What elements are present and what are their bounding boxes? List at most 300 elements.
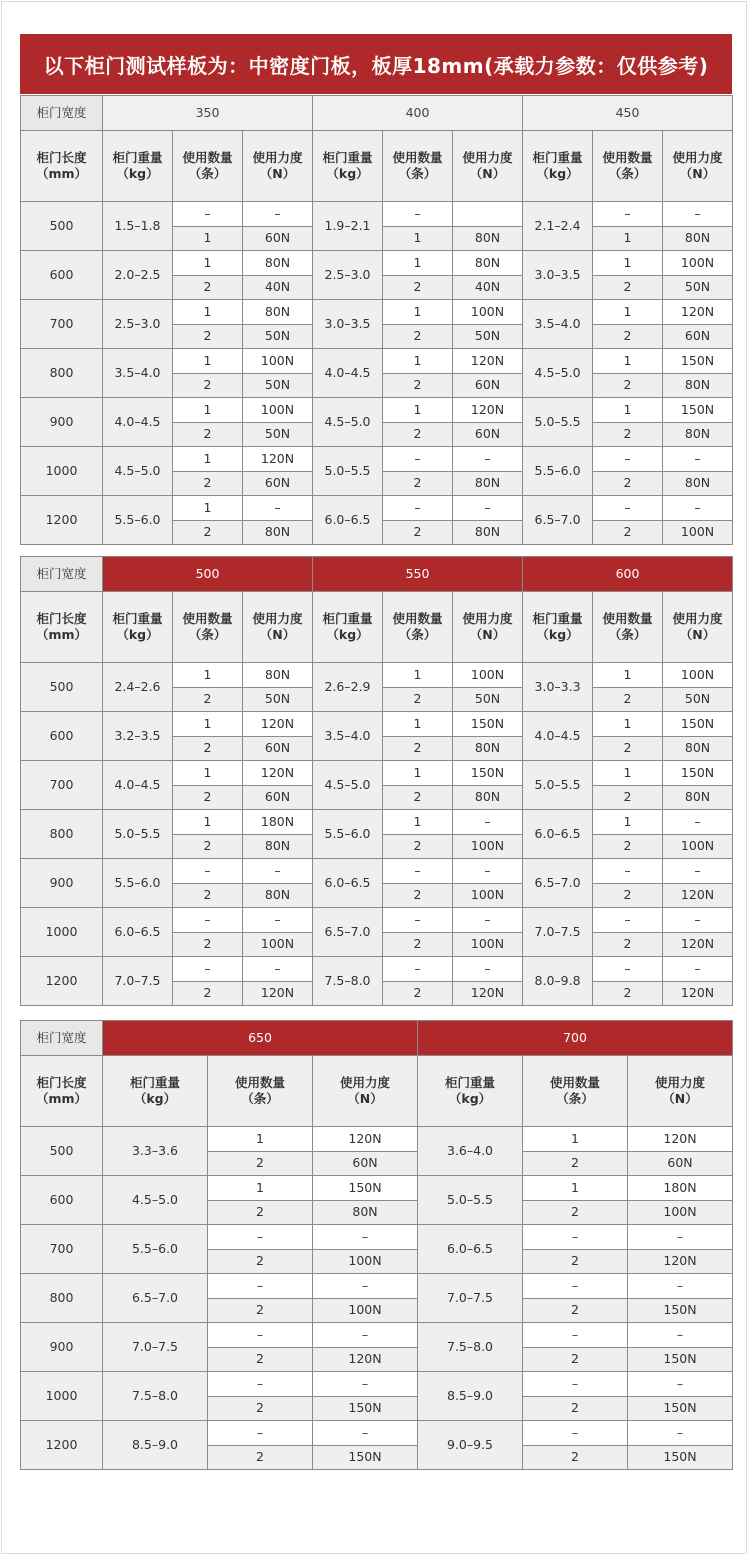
quantity-header	[523, 1056, 628, 1127]
force-header	[243, 131, 313, 202]
quantity-cell: –	[523, 1421, 628, 1446]
force-cell: 60N	[313, 1151, 418, 1176]
quantity-cell: –	[173, 908, 243, 933]
quantity-cell: –	[383, 496, 453, 521]
weight-cell: 9.0–9.5	[418, 1421, 523, 1470]
width-value-1: 700	[418, 1021, 733, 1056]
weight-cell: 4.5–5.0	[103, 447, 173, 496]
force-cell: –	[243, 496, 313, 521]
width-value-1: 550	[313, 557, 523, 592]
quantity-cell: 1	[173, 810, 243, 835]
weight-cell: 6.0–6.5	[523, 810, 593, 859]
force-cell: 60N	[243, 471, 313, 496]
quantity-cell: 1	[173, 663, 243, 688]
force-cell: 50N	[453, 324, 523, 349]
force-cell: 100N	[453, 300, 523, 325]
weight-cell: 5.5–6.0	[103, 859, 173, 908]
weight-cell: 4.0–4.5	[313, 349, 383, 398]
length-cell: 600	[21, 251, 103, 300]
force-cell: –	[663, 908, 733, 933]
quantity-header-line2: （条）	[188, 627, 227, 642]
quantity-cell: 2	[173, 471, 243, 496]
width-value-1: 400	[313, 96, 523, 131]
force-cell: –	[243, 908, 313, 933]
force-header	[313, 1056, 418, 1127]
quantity-header	[208, 1056, 313, 1127]
force-header-line1: 使用力度	[462, 150, 513, 166]
quantity-cell: 1	[173, 712, 243, 737]
page-title: 以下柜门测试样板为：中密度门板，板厚18mm(承载力参数：仅供参考)	[20, 34, 732, 94]
force-cell: –	[453, 908, 523, 933]
force-cell: 100N	[243, 349, 313, 374]
force-cell: 150N	[313, 1176, 418, 1201]
force-cell: –	[628, 1274, 733, 1299]
quantity-cell: –	[523, 1274, 628, 1299]
force-cell: 60N	[243, 785, 313, 810]
force-cell: 80N	[663, 373, 733, 398]
quantity-cell: 1	[383, 712, 453, 737]
table-row	[21, 398, 733, 423]
quantity-cell: 2	[383, 883, 453, 908]
weight-header-line2: （kg）	[133, 1091, 177, 1106]
weight-header-line2: （kg）	[448, 1091, 492, 1106]
weight-cell: 3.0–3.3	[523, 663, 593, 712]
quantity-cell: –	[173, 202, 243, 227]
quantity-header-line1: 使用数量	[182, 611, 233, 627]
length-header	[21, 131, 103, 202]
force-header-line2: （N）	[259, 627, 296, 642]
quantity-header-line2: （条）	[241, 1091, 279, 1106]
force-cell: 100N	[453, 883, 523, 908]
force-cell: –	[243, 957, 313, 982]
quantity-cell: –	[208, 1421, 313, 1446]
force-cell: 150N	[453, 712, 523, 737]
quantity-cell: 2	[593, 275, 663, 300]
table-row	[21, 957, 733, 982]
force-cell: 120N	[313, 1127, 418, 1152]
force-cell: 120N	[663, 300, 733, 325]
length-cell: 800	[21, 1274, 103, 1323]
force-cell: 80N	[663, 422, 733, 447]
force-cell: 50N	[243, 422, 313, 447]
force-cell: 60N	[243, 226, 313, 251]
quantity-cell: 1	[593, 761, 663, 786]
weight-cell: 6.0–6.5	[313, 496, 383, 545]
length-cell: 600	[21, 1176, 103, 1225]
weight-cell: 7.5–8.0	[103, 1372, 208, 1421]
quantity-cell: 2	[173, 834, 243, 859]
force-cell: –	[453, 859, 523, 884]
quantity-cell: 2	[383, 736, 453, 761]
force-cell: 50N	[663, 687, 733, 712]
quantity-cell: 2	[173, 932, 243, 957]
force-cell: –	[453, 810, 523, 835]
force-cell: 40N	[453, 275, 523, 300]
force-cell: 60N	[628, 1151, 733, 1176]
length-header-line2: （mm）	[35, 166, 88, 181]
weight-cell: 5.5–6.0	[313, 810, 383, 859]
quantity-cell: 1	[593, 810, 663, 835]
force-cell: 150N	[313, 1396, 418, 1421]
quantity-cell: 2	[593, 883, 663, 908]
width-header-row	[21, 96, 733, 131]
length-cell: 800	[21, 810, 103, 859]
force-cell: 80N	[243, 663, 313, 688]
quantity-cell: 2	[593, 785, 663, 810]
quantity-cell: 2	[208, 1200, 313, 1225]
weight-cell: 8.0–9.8	[523, 957, 593, 1006]
force-cell: 120N	[243, 761, 313, 786]
weight-cell: 6.0–6.5	[418, 1225, 523, 1274]
weight-cell: 6.0–6.5	[313, 859, 383, 908]
table-row	[21, 251, 733, 276]
force-cell: 80N	[313, 1200, 418, 1225]
force-cell: 120N	[663, 932, 733, 957]
weight-cell: 3.0–3.5	[523, 251, 593, 300]
length-cell: 500	[21, 663, 103, 712]
force-cell: 80N	[663, 736, 733, 761]
length-cell: 1200	[21, 957, 103, 1006]
force-header-line2: （N）	[347, 1091, 383, 1106]
quantity-cell: 2	[208, 1445, 313, 1470]
quantity-cell: 2	[593, 422, 663, 447]
force-cell: 50N	[453, 687, 523, 712]
quantity-cell: –	[593, 496, 663, 521]
quantity-cell: 2	[383, 981, 453, 1006]
weight-cell: 4.0–4.5	[103, 398, 173, 447]
weight-cell: 1.5–1.8	[103, 202, 173, 251]
force-cell: –	[663, 957, 733, 982]
load-table-1	[20, 95, 733, 545]
force-cell: –	[313, 1421, 418, 1446]
weight-header-line2: （kg）	[116, 627, 159, 642]
quantity-cell: –	[523, 1372, 628, 1397]
force-cell: 120N	[628, 1249, 733, 1274]
quantity-cell: 2	[208, 1298, 313, 1323]
quantity-cell: 2	[383, 324, 453, 349]
quantity-cell: 2	[173, 275, 243, 300]
length-cell: 1000	[21, 1372, 103, 1421]
weight-cell: 5.0–5.5	[103, 810, 173, 859]
weight-header	[418, 1056, 523, 1127]
weight-cell: 4.0–4.5	[523, 712, 593, 761]
width-header-row	[21, 557, 733, 592]
quantity-header-line2: （条）	[608, 627, 647, 642]
weight-cell: 8.5–9.0	[418, 1372, 523, 1421]
quantity-cell: 1	[593, 251, 663, 276]
table-row	[21, 496, 733, 521]
length-header-line2: （mm）	[35, 1091, 88, 1106]
length-cell: 900	[21, 1323, 103, 1372]
weight-cell: 5.0–5.5	[523, 761, 593, 810]
weight-cell: 3.2–3.5	[103, 712, 173, 761]
quantity-cell: 2	[523, 1347, 628, 1372]
weight-cell: 5.5–6.0	[103, 1225, 208, 1274]
quantity-cell: 2	[593, 520, 663, 545]
force-cell: 120N	[453, 981, 523, 1006]
force-header-line1: 使用力度	[672, 611, 723, 627]
force-cell: –	[453, 447, 523, 472]
quantity-cell: 1	[383, 663, 453, 688]
weight-header-line1: 柜门重量	[532, 611, 583, 627]
width-label: 柜门宽度	[21, 1021, 103, 1056]
length-cell: 1200	[21, 496, 103, 545]
weight-header	[313, 592, 383, 663]
table-row	[21, 859, 733, 884]
quantity-cell: –	[208, 1323, 313, 1348]
weight-header	[523, 131, 593, 202]
quantity-cell: 1	[208, 1176, 313, 1201]
quantity-cell: 2	[523, 1151, 628, 1176]
quantity-cell: –	[208, 1274, 313, 1299]
quantity-cell: 2	[523, 1396, 628, 1421]
force-cell: 50N	[243, 373, 313, 398]
table-row	[21, 1176, 733, 1201]
quantity-cell: 2	[208, 1249, 313, 1274]
force-header	[663, 131, 733, 202]
quantity-cell: 1	[593, 398, 663, 423]
force-cell: 120N	[663, 883, 733, 908]
force-cell: 80N	[453, 736, 523, 761]
force-header-line1: 使用力度	[655, 1075, 706, 1091]
weight-cell: 6.5–7.0	[523, 496, 593, 545]
weight-header-line1: 柜门重量	[112, 611, 163, 627]
table-row	[21, 1421, 733, 1446]
force-cell: 100N	[243, 398, 313, 423]
force-cell: 80N	[453, 226, 523, 251]
force-header-line2: （N）	[469, 627, 506, 642]
force-header-line1: 使用力度	[252, 150, 303, 166]
quantity-cell: 2	[383, 275, 453, 300]
force-cell: 100N	[313, 1249, 418, 1274]
quantity-cell: 2	[383, 932, 453, 957]
weight-cell: 5.5–6.0	[103, 496, 173, 545]
force-cell: 120N	[663, 981, 733, 1006]
quantity-cell: 1	[593, 663, 663, 688]
quantity-cell: –	[593, 859, 663, 884]
length-header-line1: 柜门长度	[36, 150, 87, 166]
weight-header	[103, 131, 173, 202]
quantity-cell: –	[523, 1225, 628, 1250]
quantity-cell: 2	[383, 373, 453, 398]
table-row	[21, 908, 733, 933]
weight-header-line2: （kg）	[326, 627, 369, 642]
weight-header-line1: 柜门重量	[322, 150, 373, 166]
length-header	[21, 592, 103, 663]
length-cell: 500	[21, 1127, 103, 1176]
table-row	[21, 202, 733, 227]
weight-cell: 6.5–7.0	[313, 908, 383, 957]
force-cell: 120N	[243, 712, 313, 737]
quantity-cell: –	[173, 859, 243, 884]
quantity-cell: 2	[173, 422, 243, 447]
quantity-header-line2: （条）	[398, 166, 437, 181]
quantity-cell: 2	[593, 687, 663, 712]
force-cell: 50N	[663, 275, 733, 300]
quantity-cell: –	[383, 202, 453, 227]
weight-cell: 5.0–5.5	[523, 398, 593, 447]
force-cell: 120N	[628, 1127, 733, 1152]
quantity-cell: 1	[383, 300, 453, 325]
quantity-header-line1: 使用数量	[602, 150, 653, 166]
length-cell: 1000	[21, 908, 103, 957]
force-cell: 180N	[628, 1176, 733, 1201]
weight-cell: 3.6–4.0	[418, 1127, 523, 1176]
length-cell: 900	[21, 398, 103, 447]
length-cell: 900	[21, 859, 103, 908]
weight-header	[313, 131, 383, 202]
length-cell: 600	[21, 712, 103, 761]
weight-header-line2: （kg）	[536, 627, 579, 642]
quantity-cell: –	[383, 957, 453, 982]
weight-cell: 6.5–7.0	[523, 859, 593, 908]
force-cell: –	[663, 859, 733, 884]
table-row	[21, 447, 733, 472]
force-header-line1: 使用力度	[252, 611, 303, 627]
quantity-cell: 2	[523, 1298, 628, 1323]
force-cell: –	[313, 1372, 418, 1397]
quantity-cell: 1	[173, 447, 243, 472]
weight-cell: 2.6–2.9	[313, 663, 383, 712]
force-cell: –	[663, 202, 733, 227]
force-header	[453, 131, 523, 202]
force-cell: 80N	[453, 471, 523, 496]
weight-cell: 6.0–6.5	[103, 908, 173, 957]
force-cell: 50N	[243, 324, 313, 349]
quantity-cell: 1	[173, 349, 243, 374]
force-cell: 180N	[243, 810, 313, 835]
weight-cell: 7.0–7.5	[523, 908, 593, 957]
weight-header-line1: 柜门重量	[129, 1075, 180, 1091]
table-row	[21, 663, 733, 688]
weight-cell: 4.0–4.5	[103, 761, 173, 810]
table-row	[21, 1372, 733, 1397]
quantity-header	[383, 131, 453, 202]
quantity-cell: 1	[208, 1127, 313, 1152]
width-label: 柜门宽度	[21, 96, 103, 131]
table-row	[21, 761, 733, 786]
force-cell: 80N	[243, 883, 313, 908]
force-cell: 120N	[313, 1347, 418, 1372]
weight-cell: 4.5–5.0	[523, 349, 593, 398]
force-cell: 150N	[453, 761, 523, 786]
force-cell: –	[628, 1372, 733, 1397]
table-row	[21, 1274, 733, 1299]
force-cell: 100N	[243, 932, 313, 957]
weight-header	[523, 592, 593, 663]
weight-cell: 7.5–8.0	[313, 957, 383, 1006]
force-cell: 150N	[663, 712, 733, 737]
force-cell	[453, 202, 523, 227]
quantity-cell: 1	[593, 226, 663, 251]
quantity-header-line1: 使用数量	[392, 150, 443, 166]
force-cell: 150N	[663, 761, 733, 786]
quantity-header-line2: （条）	[556, 1091, 594, 1106]
quantity-header-line2: （条）	[188, 166, 227, 181]
quantity-cell: –	[383, 447, 453, 472]
weight-header-line1: 柜门重量	[322, 611, 373, 627]
length-cell: 700	[21, 1225, 103, 1274]
weight-cell: 2.5–3.0	[103, 300, 173, 349]
length-header-line1: 柜门长度	[36, 611, 87, 627]
force-cell: 40N	[243, 275, 313, 300]
quantity-cell: 2	[173, 785, 243, 810]
force-cell: 80N	[453, 251, 523, 276]
width-value-0: 500	[103, 557, 313, 592]
width-value-2: 450	[523, 96, 733, 131]
quantity-cell: 2	[173, 736, 243, 761]
quantity-cell: 2	[173, 883, 243, 908]
force-cell: 100N	[453, 834, 523, 859]
quantity-header-line2: （条）	[608, 166, 647, 181]
force-cell: 150N	[628, 1445, 733, 1470]
quantity-cell: 2	[208, 1396, 313, 1421]
quantity-cell: 2	[173, 324, 243, 349]
quantity-cell: 2	[208, 1347, 313, 1372]
quantity-cell: –	[523, 1323, 628, 1348]
quantity-cell: 2	[383, 471, 453, 496]
force-cell: –	[243, 202, 313, 227]
force-cell: 120N	[453, 349, 523, 374]
force-cell: 80N	[663, 785, 733, 810]
quantity-header-line1: 使用数量	[234, 1075, 285, 1091]
quantity-header	[383, 592, 453, 663]
weight-cell: 4.5–5.0	[313, 398, 383, 447]
weight-cell: 7.0–7.5	[103, 1323, 208, 1372]
force-header	[243, 592, 313, 663]
width-value-0: 350	[103, 96, 313, 131]
width-label: 柜门宽度	[21, 557, 103, 592]
width-value-0: 650	[103, 1021, 418, 1056]
quantity-cell: 2	[383, 834, 453, 859]
load-table-2	[20, 556, 733, 1006]
quantity-cell: –	[383, 908, 453, 933]
table-row	[21, 712, 733, 737]
weight-cell: 2.4–2.6	[103, 663, 173, 712]
force-header-line1: 使用力度	[340, 1075, 391, 1091]
weight-cell: 5.0–5.5	[418, 1176, 523, 1225]
quantity-cell: 2	[523, 1445, 628, 1470]
quantity-cell: –	[593, 957, 663, 982]
force-header-line2: （N）	[679, 166, 716, 181]
quantity-cell: 1	[173, 761, 243, 786]
quantity-cell: 2	[383, 422, 453, 447]
weight-cell: 3.5–4.0	[523, 300, 593, 349]
weight-cell: 3.5–4.0	[103, 349, 173, 398]
force-cell: –	[663, 496, 733, 521]
quantity-header-line1: 使用数量	[392, 611, 443, 627]
force-cell: 80N	[663, 226, 733, 251]
quantity-cell: 2	[383, 520, 453, 545]
table-row	[21, 810, 733, 835]
force-cell: –	[313, 1225, 418, 1250]
quantity-cell: 2	[523, 1200, 628, 1225]
quantity-cell: 2	[173, 373, 243, 398]
force-cell: 80N	[453, 785, 523, 810]
force-cell: 150N	[628, 1396, 733, 1421]
quantity-cell: –	[173, 957, 243, 982]
quantity-header-line1: 使用数量	[550, 1075, 601, 1091]
weight-cell: 2.0–2.5	[103, 251, 173, 300]
force-header-line2: （N）	[469, 166, 506, 181]
table-row	[21, 300, 733, 325]
length-cell: 700	[21, 300, 103, 349]
force-cell: –	[628, 1421, 733, 1446]
force-header-line2: （N）	[662, 1091, 698, 1106]
table-row	[21, 1225, 733, 1250]
weight-cell: 7.5–8.0	[418, 1323, 523, 1372]
force-header-line2: （N）	[259, 166, 296, 181]
